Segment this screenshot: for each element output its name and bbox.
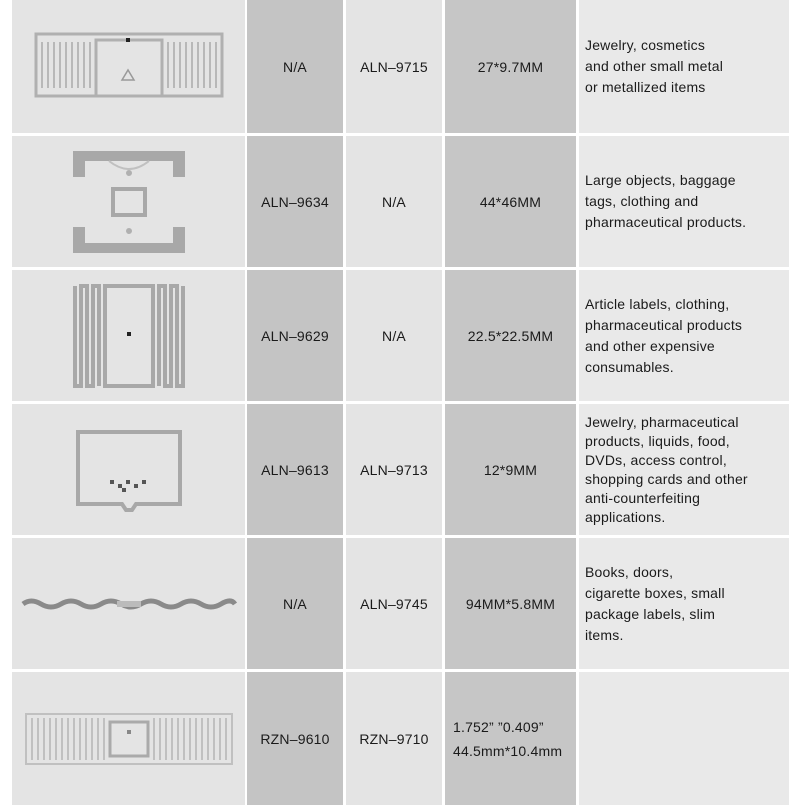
- rfid-inlay-slim-wave-icon: [21, 594, 237, 614]
- inlay-image-cell: [12, 672, 245, 805]
- application-line: Jewelry, cosmetics: [585, 37, 706, 53]
- application-cell: [579, 538, 789, 669]
- size-cell: 44*46MM: [445, 136, 576, 267]
- code-b-cell: N/A: [346, 136, 442, 267]
- application-line: and other small metal: [585, 58, 724, 74]
- code-b-cell: ALN–9715: [346, 0, 442, 133]
- application-text: [585, 562, 725, 646]
- application-line: tags, clothing and: [585, 193, 699, 209]
- application-line: applications.: [585, 508, 666, 525]
- application-cell: [579, 672, 789, 805]
- code-b-cell: ALN–9713: [346, 404, 442, 535]
- table-row: [0, 136, 803, 267]
- inlay-image-cell: [12, 404, 245, 535]
- table-row: [0, 538, 803, 669]
- inlay-image-cell: [12, 270, 245, 401]
- application-line: products, liquids, food,: [585, 432, 730, 449]
- rfid-inlay-dogbone-icon: [24, 710, 234, 768]
- application-line: DVDs, access control,: [585, 451, 727, 468]
- size-cell: 12*9MM: [445, 404, 576, 535]
- rfid-inlay-rectangular-loop-icon: [74, 428, 184, 512]
- table-row: [0, 404, 803, 535]
- application-line: Jewelry, pharmaceutical: [585, 413, 739, 430]
- rfid-inlay-long-dipole-icon: [34, 32, 224, 102]
- application-line: cigarette boxes, small: [585, 584, 725, 601]
- application-line: package labels, slim: [585, 605, 716, 622]
- code-b-cell: ALN–9745: [346, 538, 442, 669]
- inlay-image-cell: [12, 0, 245, 133]
- application-line: Large objects, baggage: [585, 172, 736, 188]
- application-line: or metallized items: [585, 79, 706, 95]
- application-text: [585, 413, 748, 527]
- size-cell: 94MM*5.8MM: [445, 538, 576, 669]
- code-b-cell: N/A: [346, 270, 442, 401]
- application-text: [585, 294, 742, 378]
- size-cell: 22.5*22.5MM: [445, 270, 576, 401]
- application-line: anti-counterfeiting: [585, 489, 701, 506]
- code-a-cell: N/A: [247, 538, 343, 669]
- rfid-inlay-meander-square-icon: [69, 280, 189, 392]
- code-a-cell: ALN–9634: [247, 136, 343, 267]
- application-line: items.: [585, 626, 624, 643]
- table-row: [0, 270, 803, 401]
- application-cell: [579, 136, 789, 267]
- size-line-mm: 44.5mm*10.4mm: [453, 742, 563, 759]
- application-line: pharmaceutical products.: [585, 214, 747, 230]
- application-line: Books, doors,: [585, 563, 674, 580]
- application-cell: [579, 0, 789, 133]
- size-line-inches: 1.752” ”0.409”: [453, 718, 544, 735]
- size-lines: [445, 719, 576, 759]
- application-line: consumables.: [585, 358, 674, 375]
- table-row: [0, 0, 803, 133]
- code-a-cell: ALN–9613: [247, 404, 343, 535]
- code-a-cell: RZN–9610: [247, 672, 343, 805]
- application-cell: [579, 404, 789, 535]
- application-text: [585, 35, 723, 98]
- application-line: pharmaceutical products: [585, 316, 743, 333]
- application-line: shopping cards and other: [585, 470, 748, 487]
- code-a-cell: ALN–9629: [247, 270, 343, 401]
- inlay-image-cell: [12, 136, 245, 267]
- code-b-cell: RZN–9710: [346, 672, 442, 805]
- application-line: and other expensive: [585, 337, 715, 354]
- application-line: Article labels, clothing,: [585, 295, 730, 312]
- rfid-inlay-square-loop-icon: [69, 147, 189, 257]
- inlay-image-cell: [12, 538, 245, 669]
- application-text: [585, 170, 746, 233]
- size-cell: [445, 672, 576, 805]
- size-cell: 27*9.7MM: [445, 0, 576, 133]
- code-a-cell: N/A: [247, 0, 343, 133]
- table-row: [0, 672, 803, 805]
- application-cell: [579, 270, 789, 401]
